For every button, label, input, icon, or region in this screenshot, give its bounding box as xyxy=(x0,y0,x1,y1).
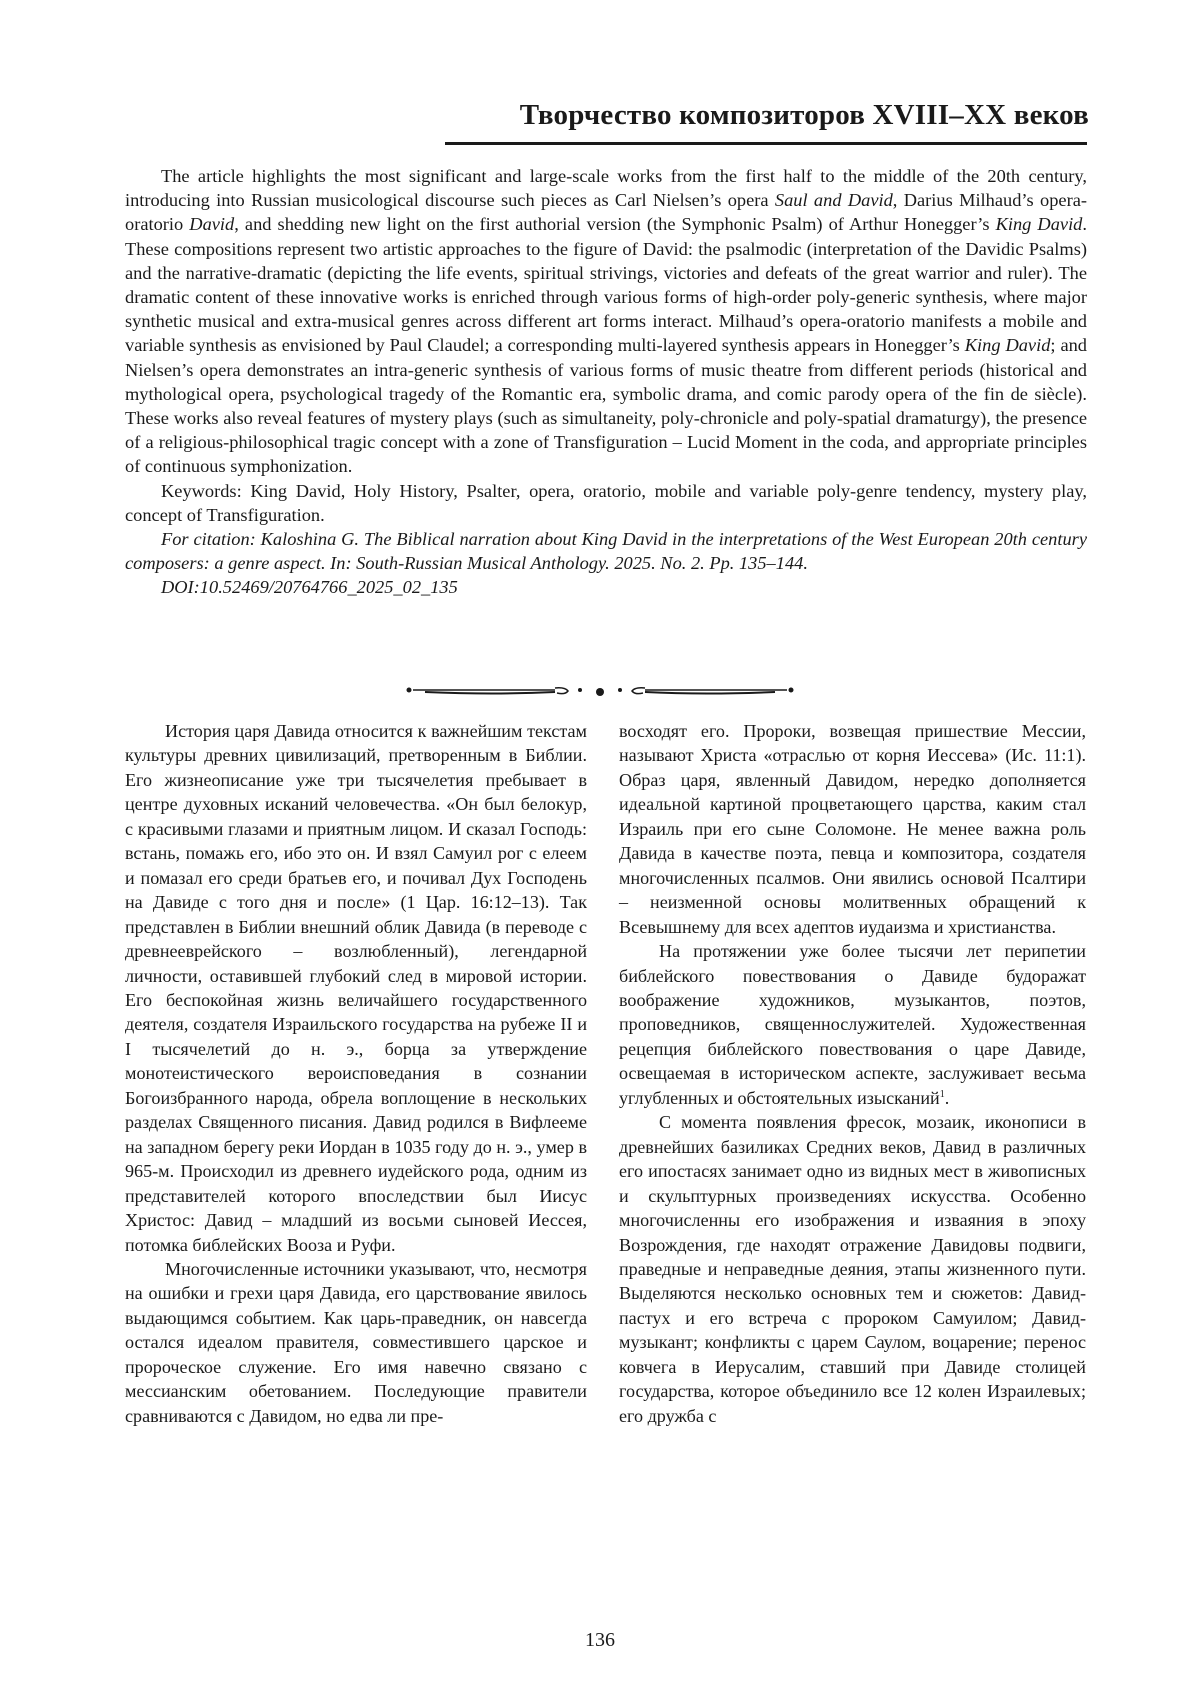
work-title: King David xyxy=(995,214,1083,235)
body-paragraph: Многочисленные источники указывают, что, несмотря на ошибки и грехи царя Давида, его царствование явилось выдающимся событием. Как царь-праведник, он навсегда остался идеалом правителя, совместившего царское и пророческое служение. Его имя навечно связано с мессианским обетованием. Последующие правители сравниваются с Давидом, но едва ли пре- xyxy=(125,1258,587,1426)
running-header-title: Творчество композиторов XVIII–XX веков xyxy=(519,99,1089,131)
body-text: На протяжении уже более тысячи лет перипетии библейского повествования о Давиде будоражат воображение художников, музыкантов, поэтов, проповедников, священнослужителей. Художественная рецепция библейского повествования о царе Давиде, освещаемая в историческом аспекте, заслуживает весьма углубленных и обстоятельных изысканий xyxy=(619,941,1086,1108)
body-paragraph xyxy=(619,939,1086,1110)
abstract-text: , and shedding new light on the first authorial version (the Symphonic Psalm) of Arthur Honegger’s xyxy=(234,214,996,235)
body-column-right xyxy=(619,719,1086,1428)
body-text: . xyxy=(944,1087,950,1108)
keywords: Keywords: King David, Holy History, Psalter, opera, oratorio, mobile and variable poly-genre tendency, mystery play, concept of Transfiguration. xyxy=(125,480,1087,525)
body-column-left xyxy=(125,719,587,1428)
abstract-text: . These compositions represent two artistic approaches to the figure of David: the psalmodic (interpretation of the Davidic Psalms) and the narrative-dramatic (depicting the life events, spiritual strivings, victories and defeats of the great warrior and ruler). The dramatic content of these innovative works is enriched through various forms of high-order poly-generic synthesis, where major synthetic musical and extra-musical genres across different art forms interact. Milhaud’s opera-oratorio manifests a mobile and variable synthesis as envisioned by Paul Claudel; a corresponding multi-layered synthesis appears in Honegger’s xyxy=(125,214,1087,356)
work-title: David xyxy=(189,214,235,235)
section-divider-ornament-icon xyxy=(405,678,795,702)
abstract-text: , Darius Milhaud’s opera-oratorio xyxy=(125,190,1087,235)
body-paragraph: С момента появления фресок, мозаик, иконописи в древнейших базиликах Средних веков, Давид в различных его ипостасях занимает одно из видных мест в живописных и скульптурных произведениях искусства. Особенно многочисленны его изображения и изваяния в эпоху Возрождения, где находят отражение Давидовы подвиги, праведные и неправедные деяния, этапы жизненного пути. Выделяются несколько основных тем и сюжетов: Давид-пастух и его встреча с пророком Самуилом; Давид-музыкант; конфликты с царем Саулом, воцарение; перенос ковчега в Иерусалим, ставший при Давиде столицей государства, которое объединило все 12 колен Израилевых; его дружба с xyxy=(619,1112,1086,1426)
body-paragraph: История царя Давида относится к важнейшим текстам культуры древних цивилизаций, претворенным в Библии. Его жизнеописание уже три тысячелетия пребывает в центре духовных исканий человечества. «Он был белокур, с красивыми глазами и приятным лицом. И сказал Господь: встань, помажь его, ибо это он. И взял Самуил рог с елеем и помазал его среди братьев его, и почивал Дух Господень на Давиде с того дня и после» (1 Цар. 16:12–13). Так представлен в Библии внешний облик Давида (в переводе с древнееврейского – возлюбленный), легендарной личности, оставившей глубокий след в мировой истории. Его беспокойная жизнь величайшего государственного деятеля, создателя Израильского государства на рубеже II и I тысячелетий до н. э., борца за утверждение монотеистического вероисповедания в сознании Богоизбранного народа, обрела воплощение в нескольких разделах Священного писания. Давид родился в Вифлееме на западном берегу реки Иордан в 1035 году до н. э., умер в 965-м. Происходил из древнего иудейского рода, одним из представителей которого впоследствии был Иисус Христос: Давид – младший из восьми сыновей Иессея, потомка библейских Вооза и Руфи. xyxy=(125,721,587,1255)
work-title: King David xyxy=(964,335,1051,356)
abstract-paragraph xyxy=(125,164,1087,479)
body-paragraph: восходят его. Пророки, возвещая пришествие Мессии, называют Христа «отраслью от корня Иессева» (Ис. 11:1). Образ царя, явленный Давидом, нередко дополняется идеальной картиной процветающего царства, каким стал Израиль при его сыне Соломоне. Не менее важна роль Давида в качестве поэта, певца и композитора, создателя многочисленных псалмов. Они явились основой Псалтири – неизменной основы молитвенных обращений к Всевышнему для всех адептов иудаизма и христианства. xyxy=(619,721,1086,937)
work-title: Saul and David xyxy=(774,190,893,211)
abstract-text: ; and Nielsen’s opera demonstrates an intra-generic synthesis of various forms of music theatre from different periods (historical and mythological opera, psychological tragedy of the Romantic era, symbolic drama, and comic parody opera of the fin de siècle). These works also reveal features of mystery plays (such as simultaneity, poly-chronicle and poly-spatial dramaturgy), the presence of a religious-philosophical tragic concept with a zone of Transfiguration – Lucid Moment in the coda, and appropriate principles of continuous symphonization. xyxy=(125,335,1087,477)
footnote-marker[interactable]: 1 xyxy=(939,1088,945,1100)
citation: For citation: Kaloshina G. The Biblical narration about King David in the interpretations of the West European 20th century composers: a genre aspect. In: South-Russian Musical Anthology. 2025. No. 2. Pp. 135–144. xyxy=(125,529,1087,574)
page-number: 136 xyxy=(585,1629,615,1651)
doi: DOI:10.52469/20764766_2025_02_135 xyxy=(161,577,458,598)
abstract-block xyxy=(125,164,1087,600)
header-rule xyxy=(445,142,1087,145)
abstract-text: The article highlights the most significant and large-scale works from the first half to the middle of the 20th century, introducing into Russian musicological discourse such pieces as Carl Nielsen’s opera xyxy=(125,166,1087,211)
